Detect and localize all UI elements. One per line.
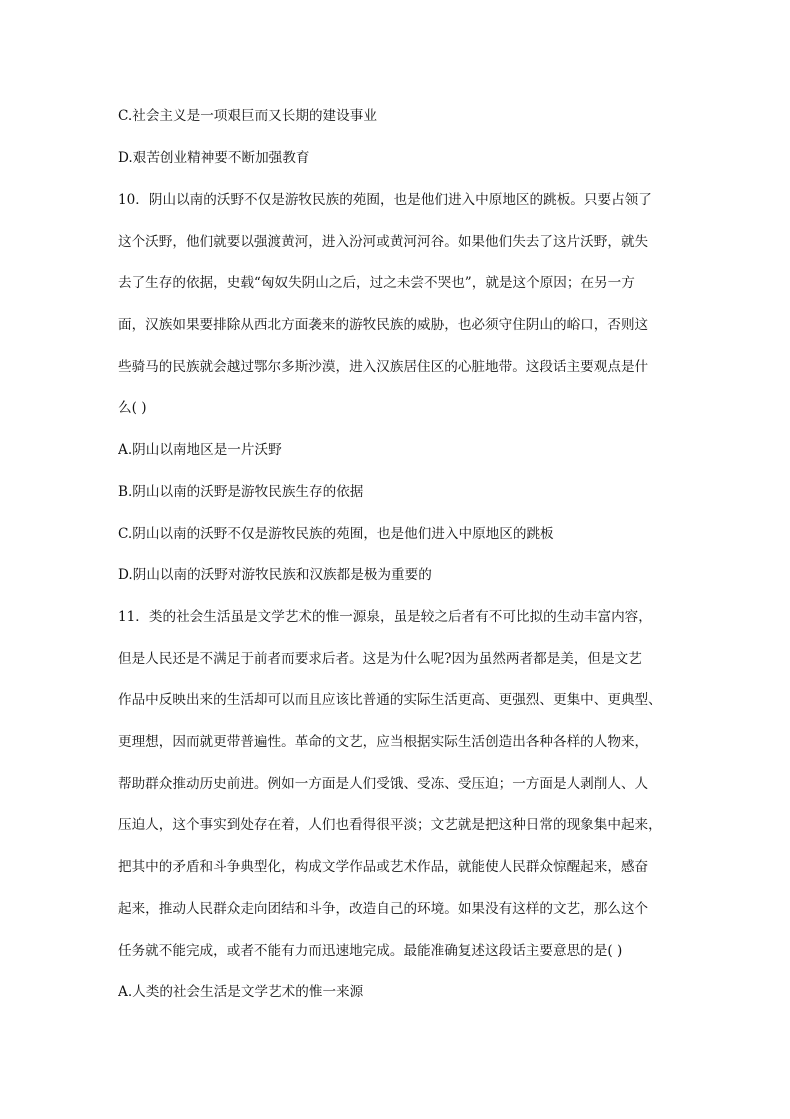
q9-option-d: D.艰苦创业精神要不断加强教育 bbox=[118, 150, 310, 166]
q10-stem-line-1: 10．阴山以南的沃野不仅是游牧民族的苑囿，也是他们进入中原地区的跳板。只要占领了 bbox=[118, 192, 652, 208]
q10-stem-line-5: 些骑马的民族就会越过鄂尔多斯沙漠，进入汉族居住区的心脏地带。这段话主要观点是什 bbox=[118, 359, 649, 375]
q11-stem-line-6: 压迫人，这个事实到处存在着，人们也看得很平淡；文艺就是把这种日常的现象集中起来， bbox=[118, 817, 662, 833]
q11-stem-line-2: 但是人民还是不满足于前者而要求后者。这是为什么呢?因为虽然两者都是美，但是文艺 bbox=[118, 651, 642, 667]
q10-stem-line-2: 这个沃野，他们就要以强渡黄河，进入汾河或黄河河谷。如果他们失去了这片沃野，就失 bbox=[118, 234, 649, 250]
q11-stem-line-8: 起来，推动人民群众走向团结和斗争，改造自己的环境。如果没有这样的文艺，那么这个 bbox=[118, 901, 649, 917]
q10-option-b: B.阴山以南的沃野是游牧民族生存的依据 bbox=[118, 484, 364, 500]
q10-stem-line-4: 面，汉族如果要排除从西北方面袭来的游牧民族的威胁，也必须守住阴山的峪口，否则这 bbox=[118, 317, 649, 333]
q10-option-a: A.阴山以南地区是一片沃野 bbox=[118, 442, 282, 458]
q11-stem-line-9: 任务就不能完成，或者不能有力而迅速地完成。最能准确复述这段话主要意思的是( ) bbox=[118, 943, 623, 959]
q10-option-c: C.阴山以南的沃野不仅是游牧民族的苑囿，也是他们进入中原地区的跳板 bbox=[118, 526, 554, 542]
q11-stem-line-7: 把其中的矛盾和斗争典型化，构成文学作品或艺术作品，就能使人民群众惊醒起来，感奋 bbox=[118, 859, 649, 875]
q10-stem-line-6: 么( ) bbox=[118, 400, 147, 416]
q11-stem-line-3: 作品中反映出来的生活却可以而且应该比普通的实际生活更高、更强烈、更集中、更典型、 bbox=[118, 692, 662, 708]
q11-stem-line-1: 11．类的社会生活虽是文学艺术的惟一源泉，虽是较之后者有不可比拟的生动丰富内容， bbox=[118, 609, 652, 625]
q11-stem-line-5: 帮助群众推动历史前进。例如一方面是人们受饿、受冻、受压迫；一方面是人剥削人、人 bbox=[118, 776, 649, 792]
q10-stem-line-3: 去了生存的依据，史载“匈奴失阴山之后，过之未尝不哭也”，就是这个原因；在另一方 bbox=[118, 275, 635, 291]
q11-option-a: A.人类的社会生活是文学艺术的惟一来源 bbox=[118, 984, 364, 1000]
q11-stem-line-4: 更理想，因而就更带普遍性。革命的文艺，应当根据实际生活创造出各种各样的人物来， bbox=[118, 734, 649, 750]
q10-option-d: D.阴山以南的沃野对游牧民族和汉族都是极为重要的 bbox=[118, 567, 432, 583]
q9-option-c: C.社会主义是一项艰巨而又长期的建设事业 bbox=[118, 108, 377, 124]
